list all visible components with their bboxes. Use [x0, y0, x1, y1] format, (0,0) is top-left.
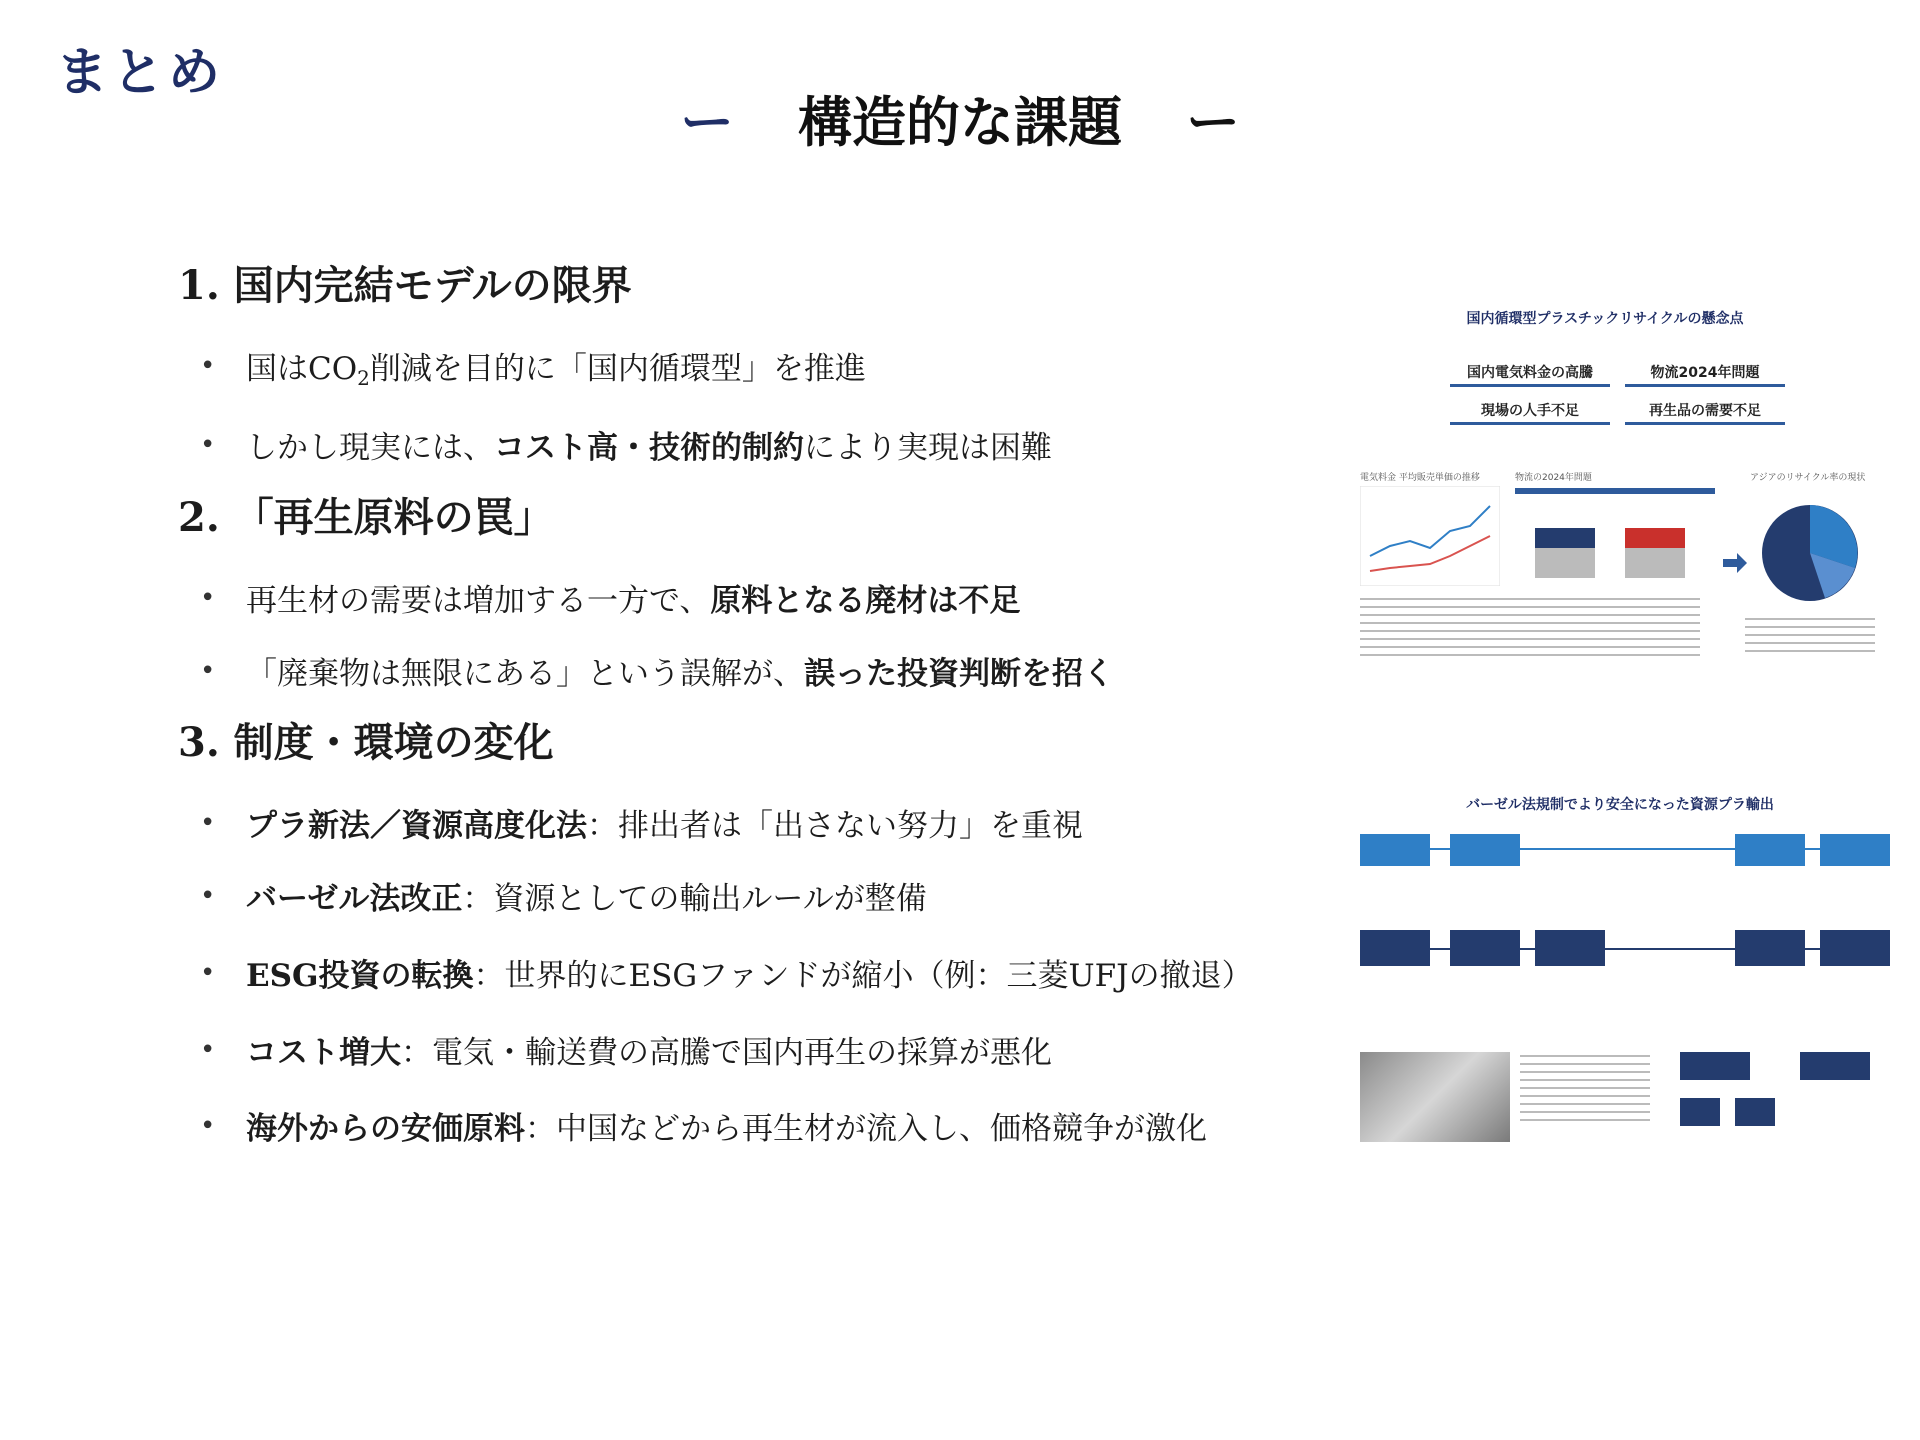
- bullet: •: [200, 881, 216, 911]
- panel-label: アジアのリサイクル率の現状: [1750, 473, 1866, 483]
- flow-line: [1360, 848, 1890, 850]
- bullet: •: [200, 430, 216, 460]
- item-text: 国はCO: [246, 351, 358, 387]
- panel-label: 物流の2024年問題: [1515, 473, 1592, 483]
- corner-title: まとめ: [56, 43, 225, 103]
- flow-box: [1735, 930, 1805, 966]
- flow-box: [1680, 1052, 1750, 1080]
- section-3-list: [178, 807, 1328, 1149]
- text-block: [1360, 598, 1700, 658]
- item-bold: 海外からの安価原料: [246, 1111, 525, 1148]
- pie-chart-thumbnail: [1755, 498, 1875, 608]
- bar-chart-thumbnail: [1515, 488, 1725, 588]
- item-text: ：中国などから再生材が流入し、価格競争が激化: [525, 1111, 1207, 1148]
- list-item: [178, 1110, 1328, 1149]
- tag: 物流2024年問題: [1625, 360, 1785, 387]
- bullet: •: [200, 1111, 216, 1142]
- photo-placeholder: [1360, 1052, 1510, 1142]
- item-bold: バーゼル法改正: [246, 881, 463, 917]
- item-text: 削減を目的に「国内循環型」を推進: [369, 351, 866, 387]
- page-title: [0, 80, 1920, 157]
- flow-box: [1820, 834, 1890, 866]
- list-item: [178, 655, 1328, 694]
- thumbnail-basel-export: [1360, 790, 1900, 1150]
- flow-box: [1450, 834, 1520, 866]
- item-bold: 原料となる廃材は不足: [710, 582, 1021, 619]
- item-bold: ESG投資の転換: [246, 957, 474, 994]
- main-title-text: 構造的な課題: [798, 91, 1122, 154]
- line-chart-thumbnail: [1360, 486, 1500, 586]
- flow-box: [1450, 930, 1520, 966]
- text-block: [1520, 1055, 1650, 1125]
- list-item: [178, 582, 1328, 621]
- item-text: ：資源としての輸出ルールが整備: [462, 881, 927, 917]
- thumbnail-caption: バーゼル法規制でより安全になった資源プラ輸出: [1466, 797, 1774, 813]
- item-text: により実現は困難: [804, 430, 1052, 466]
- tag: 再生品の需要不足: [1625, 398, 1785, 425]
- text-block: [1745, 618, 1875, 658]
- content-area: [178, 262, 1328, 1149]
- section-title-3: 3. 制度・環境の変化: [178, 719, 554, 767]
- tag: 現場の人手不足: [1450, 398, 1610, 425]
- flow-box: [1360, 834, 1430, 866]
- section-title-2: 2. 「再生原料の罠」: [178, 493, 554, 541]
- list-item: [178, 957, 1328, 996]
- flow-box: [1735, 834, 1805, 866]
- list-item: [178, 429, 1328, 468]
- flow-line: [1360, 948, 1890, 950]
- item-text: しかし現実には、: [246, 430, 494, 466]
- title-dash-left: ー: [680, 91, 734, 154]
- item-bold: 誤った投資判断を招く: [804, 655, 1114, 692]
- flow-box: [1820, 930, 1890, 966]
- bullet: •: [200, 351, 216, 381]
- thumbnail-caption: 国内循環型プラスチックリサイクルの懸念点: [1466, 311, 1744, 327]
- bullet: •: [200, 582, 216, 613]
- item-text: 「廃棄物は無限にある」という誤解が、: [246, 655, 804, 692]
- section-title-1: 1. 国内完結モデルの限界: [178, 262, 632, 309]
- arrow-icon: [1723, 553, 1747, 573]
- item-text: ：世界的にESGファンドが縮小（例：三菱UFJの撤退）: [473, 957, 1253, 994]
- title-dash-right: ー: [1186, 91, 1240, 154]
- list-item: [178, 350, 1328, 391]
- item-text: ：電気・輸送費の高騰で国内再生の採算が悪化: [401, 1034, 1052, 1071]
- flow-box: [1735, 1098, 1775, 1126]
- flow-box: [1800, 1052, 1870, 1080]
- item-bold: コスト増大: [246, 1034, 401, 1071]
- bullet: •: [200, 1034, 216, 1065]
- list-item: [178, 880, 1328, 919]
- flow-box: [1360, 930, 1430, 966]
- panel-label: 電気料金 平均販売単価の推移: [1360, 473, 1480, 483]
- bullet: •: [200, 655, 216, 686]
- subscript: 2: [357, 366, 370, 390]
- item-bold: プラ新法／資源高度化法: [246, 808, 587, 845]
- section-1-list: [178, 350, 1328, 468]
- list-item: [178, 1034, 1328, 1073]
- flow-box: [1680, 1098, 1720, 1126]
- bullet: •: [200, 957, 216, 988]
- thumbnail-recycling-concerns: [1355, 298, 1885, 678]
- flow-box: [1535, 930, 1605, 966]
- section-2-list: [178, 582, 1328, 694]
- bullet: •: [200, 808, 216, 839]
- item-bold: コスト高・技術的制約: [494, 430, 804, 466]
- item-text: 再生材の需要は増加する一方で、: [246, 582, 711, 619]
- list-item: [178, 807, 1328, 846]
- item-text: ：排出者は「出さない努力」を重視: [587, 808, 1083, 845]
- tag: 国内電気料金の高騰: [1450, 360, 1610, 387]
